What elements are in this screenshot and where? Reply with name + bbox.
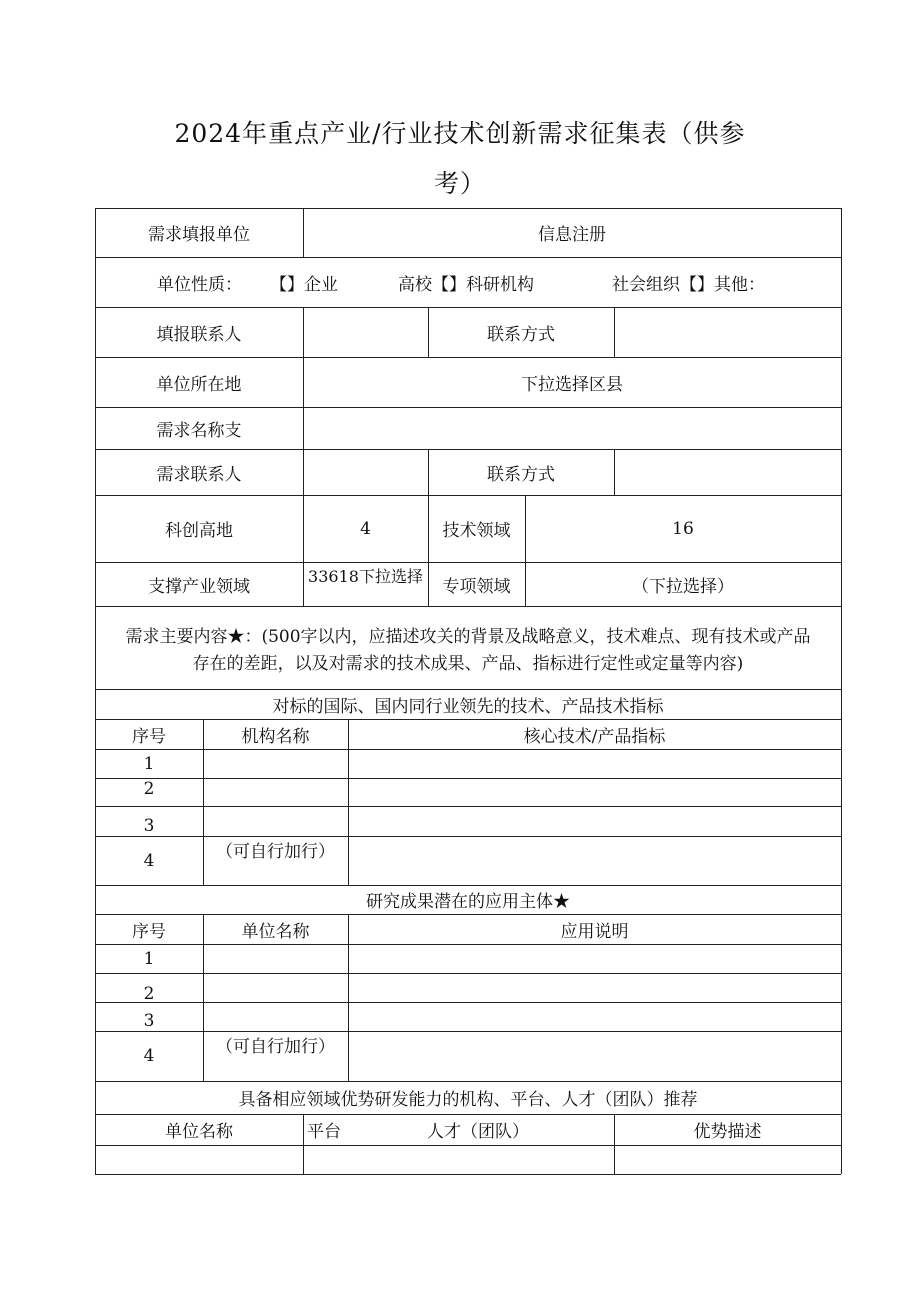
- application-add-row-hint: （可自行加行）: [216, 1036, 335, 1057]
- benchmark-row-no: 3: [143, 816, 155, 836]
- recommend-col-platform: 平台: [307, 1122, 341, 1142]
- option-university-research[interactable]: 高校【】科研机构: [398, 274, 534, 295]
- special-field-label: 专项领域: [442, 576, 511, 597]
- benchmark-row-no: 2: [143, 779, 155, 799]
- recommend-advantage-field[interactable]: [614, 1145, 841, 1174]
- recommend-unit-field[interactable]: [95, 1145, 303, 1174]
- application-heading: [95, 885, 841, 914]
- option-enterprise[interactable]: 【】企业: [270, 274, 338, 295]
- option-social-other[interactable]: 社会组织【】其他：: [612, 274, 765, 295]
- benchmark-heading: 对标的国际、国内同行业领先的技术、产品技术指标: [272, 696, 664, 717]
- recommend-col-advantage: 优势描述: [693, 1122, 762, 1142]
- application-row-no: 2: [143, 984, 155, 1004]
- industry-field-label: 支撑产业领域: [148, 576, 250, 597]
- demand-content-line1: 需求主要内容★：(500字以内，应描述攻关的背景及战略意义，技术难点、现有技术或产品: [125, 627, 811, 647]
- form-title-line2: 考）: [433, 169, 486, 198]
- demand-name-label: 需求名称支: [156, 420, 242, 441]
- reporting-unit-label: 需求填报单位: [148, 225, 250, 245]
- contact-person-label: 填报联系人: [156, 324, 242, 345]
- tech-field-label: 技术领域: [442, 521, 511, 541]
- application-heading-text: 研究成果潜在的应用主体★: [366, 892, 570, 912]
- benchmark-add-row-hint: （可自行加行）: [216, 841, 335, 862]
- application-col-unit: 单位名称: [241, 921, 310, 942]
- recommend-col-unit: 单位名称: [165, 1122, 233, 1142]
- contact-method-field[interactable]: [614, 307, 841, 357]
- benchmark-col-metric: 核心技术/产品指标: [523, 726, 666, 747]
- contact-method-label: 联系方式: [487, 324, 555, 345]
- unit-nature-label: 单位性质：: [157, 274, 242, 295]
- tech-field-value[interactable]: 16: [672, 518, 694, 539]
- demand-contact-method-label: 联系方式: [487, 464, 555, 485]
- recommend-platform-talent-field[interactable]: [303, 1145, 614, 1174]
- benchmark-row-no: 1: [143, 753, 155, 774]
- benchmark-row-no: 4: [143, 851, 155, 871]
- reporting-unit-value[interactable]: 信息注册: [538, 225, 606, 245]
- contact-person-field[interactable]: [303, 307, 428, 357]
- demand-content-line2: 存在的差距，以及对需求的技术成果、产品、指标进行定性或定量等内容): [192, 654, 744, 674]
- application-row-no: 1: [143, 948, 155, 969]
- highland-label: 科创高地: [165, 521, 233, 541]
- demand-contact-label: 需求联系人: [156, 464, 242, 485]
- recommend-col-talent: 人才（团队）: [427, 1122, 529, 1142]
- application-row-no: 3: [143, 1011, 155, 1031]
- demand-contact-method-field[interactable]: [614, 449, 841, 495]
- application-row-no: 4: [143, 1046, 155, 1066]
- application-col-desc: 应用说明: [560, 921, 629, 942]
- demand-contact-field[interactable]: [303, 449, 428, 495]
- demand-name-field[interactable]: [303, 407, 841, 449]
- location-select[interactable]: 下拉选择区县: [521, 374, 623, 395]
- industry-field-select[interactable]: 33618下拉选择: [308, 566, 423, 586]
- highland-value[interactable]: 4: [360, 518, 371, 539]
- recommend-heading: 具备相应领域优势研发能力的机构、平台、人才（团队）推荐: [238, 1090, 698, 1110]
- location-label: 单位所在地: [156, 374, 242, 395]
- demand-form-table: [95, 208, 841, 1174]
- benchmark-col-no: 序号: [132, 726, 166, 747]
- application-col-no: 序号: [132, 921, 166, 942]
- form-title-line1: 2024年重点产业/行业技术创新需求征集表（供参: [174, 119, 746, 148]
- special-field-select[interactable]: （下拉选择）: [632, 576, 734, 597]
- benchmark-col-org: 机构名称: [241, 726, 310, 747]
